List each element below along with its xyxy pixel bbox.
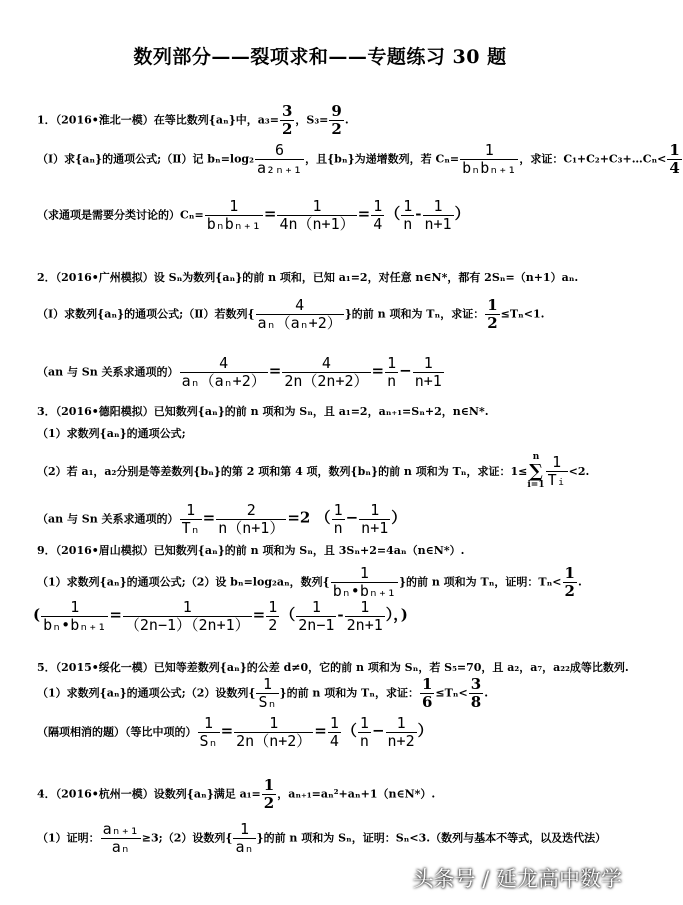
fraction: $\frac{1}{\text{bₙbₙ₊₁}}$ bbox=[462, 141, 517, 177]
fraction: $\frac{1}{4}$ bbox=[669, 141, 680, 177]
page-title: 数列部分——裂项求和——专题练习 30 题 bbox=[133, 46, 507, 68]
fraction: $\frac{1}{\text{bₙbₙ₊₁}}$ bbox=[206, 197, 261, 233]
fraction: $\frac{1}{\text{Tᵢ}}$ bbox=[547, 453, 566, 490]
problem-9-hint: ( $\frac{1}{\text{bₙ•bₙ₊₁}}$ = $\frac{1}{(2n-1)(2n+1)}$ = $\frac{1}{2}$ （ $\frac{1}{2n-1}$ - $\frac{1}{2n+1}$ ），) bbox=[33, 598, 408, 634]
fraction: $\frac{3}{8}$ bbox=[470, 675, 482, 711]
fraction: $\frac{3}{2}$ bbox=[281, 102, 293, 138]
fraction: $\frac{1}{4n(n+1)}$ bbox=[279, 197, 355, 233]
fraction: $\frac{1}{4}$ bbox=[329, 714, 339, 750]
fraction: $\frac{1}{2n+1}$ bbox=[346, 598, 383, 634]
fraction: $\frac{1}{n}$ bbox=[359, 714, 369, 750]
fraction: $\frac{1}{2n-1}$ bbox=[298, 598, 335, 634]
fraction: $\frac{1}{2}$ bbox=[268, 598, 278, 634]
problem-5-statement: 5．（2015•绥化一模）已知等差数列{aₙ}的公差 d≠0，它的前 n 项和为 Sₙ，若 S₅=70，且 a₂，a₇，a₂₂成等比数列. bbox=[37, 661, 629, 674]
problem-3-statement: 3．（2016•德阳模拟）已知数列{aₙ}的前 n 项和为 Sₙ，且 a₁=2，aₙ₊₁=Sₙ+2，n∈N*. bbox=[37, 405, 489, 418]
watermark: 头条号 / 延龙高中数学 bbox=[412, 867, 622, 891]
problem-9-statement: 9．（2016•眉山模拟）已知数列{aₙ}的前 n 项和为 Sₙ，且 3Sₙ+2=4aₙ（n∈N*）. bbox=[37, 544, 465, 557]
fraction: $\frac{1}{n}$ bbox=[333, 501, 343, 537]
problem-1-question: （Ⅰ）求{aₙ}的通项公式;（Ⅱ）记 bₙ=log₂ $\frac{6}{\text{a₂ₙ₊₁}}$ ，且{bₙ}为递增数列，若 Cₙ= $\frac{1}{\text{bₙbₙ₊₁}}$ ，求证：C₁+C₂+C₃+…Cₙ< $\frac{1}{4}$ bbox=[37, 141, 680, 177]
fraction: $\frac{1}{n+1}$ bbox=[361, 501, 389, 537]
fraction: $\frac{1}{n+2}$ bbox=[387, 714, 415, 750]
fraction: $\frac{1}{6}$ bbox=[421, 675, 433, 711]
problem-3-question-1: （1）求数列{aₙ}的通项公式; bbox=[37, 427, 186, 440]
fraction: $\frac{4}{\text{aₙ（aₙ+2）}}$ bbox=[257, 296, 342, 332]
problem-9-question: （1）求数列{aₙ}的通项公式;（2）设 bₙ=log₂aₙ，数列{ $\frac{1}{\text{bₙ•bₙ₊₁}}$ }的前 n 项和为 Tₙ，证明：Tₙ< $\frac{1}{2}$ . bbox=[37, 564, 582, 600]
fraction: $\frac{1}{\text{Sₙ}}$ bbox=[258, 675, 277, 711]
fraction: $\frac{\text{aₙ₊₁}}{\text{aₙ}}$ bbox=[102, 820, 139, 856]
fraction: $\frac{1}{(2n-1)(2n+1)}$ bbox=[124, 598, 250, 634]
problem-2-hint: （an 与 Sn 关系求通项的） $\frac{4}{\text{aₙ（aₙ+2）}}$ = $\frac{4}{2n(2n+2)}$ = $\frac{1}{n}$ − $\frac{1}{n+1}$ bbox=[37, 354, 442, 390]
problem-1-statement: 1．（2016•淮北一模）在等比数列{aₙ}中，a₃= $\frac{3}{2}$ ，S₃= $\frac{9}{2}$ . bbox=[37, 102, 349, 138]
problem-3-question-2: （2）若 a₁，a₂分别是等差数列{bₙ}的第 2 项和第 4 项，数列{bₙ}的前 n 项和为 Tₙ，求证：1≤ n ∑ i=1 $\frac{1}{\text{Tᵢ}}$ <2. bbox=[37, 452, 590, 490]
problem-4-question: （1）证明： $\frac{\text{aₙ₊₁}}{\text{aₙ}}$ ≥3;（2）设数列{ $\frac{1}{\text{aₙ}}$ }的前 n 项和为 Sₙ，证明：Sₙ<3.（数列与基本不等式，以及迭代法） bbox=[37, 820, 607, 856]
fraction: $\frac{1}{\text{bₙ•bₙ₊₁}}$ bbox=[332, 564, 396, 600]
fraction: $\frac{6}{\text{a₂ₙ₊₁}}$ bbox=[256, 141, 303, 177]
fraction: $\frac{1}{2}$ bbox=[564, 564, 575, 600]
problem-3-hint: （an 与 Sn 关系求通项的） $\frac{1}{\text{Tₙ}}$ = $\frac{2}{n(n+1)}$ =2 （ $\frac{1}{n}$ − $\frac{1}{n+1}$ ） bbox=[37, 501, 407, 537]
problem-4-statement: 4．（2016•杭州一模）设数列{aₙ}满足 a₁= $\frac{1}{2}$ ，aₙ₊₁=aₙ²+aₙ+1（n∈N*）. bbox=[37, 776, 436, 812]
summation: n ∑ i=1 bbox=[527, 452, 545, 490]
fraction: $\frac{1}{n}$ bbox=[403, 197, 413, 233]
fraction: $\frac{1}{\text{bₙ•bₙ₊₁}}$ bbox=[43, 598, 107, 634]
fraction: $\frac{1}{n}$ bbox=[387, 354, 397, 390]
fraction: $\frac{1}{2}$ bbox=[263, 776, 275, 812]
fraction: $\frac{1}{\text{Tₙ}}$ bbox=[181, 501, 200, 537]
fraction: $\frac{1}{n+1}$ bbox=[424, 197, 452, 233]
fraction: $\frac{1}{2n(n+2)}$ bbox=[236, 714, 312, 750]
problem-2-question: （Ⅰ）求数列{aₙ}的通项公式;（Ⅱ）若数列{ $\frac{4}{\text{aₙ（aₙ+2）}}$ }的前 n 项和为 Tₙ，求证： $\frac{1}{2}$ ≤Tₙ<1. bbox=[37, 296, 545, 332]
fraction: $\frac{1}{\text{Sₙ}}$ bbox=[199, 714, 218, 750]
fraction: $\frac{9}{2}$ bbox=[331, 102, 342, 138]
fraction: $\frac{1}{n+1}$ bbox=[414, 354, 442, 390]
problem-5-hint: （隔项相消的题）（等比中项的） $\frac{1}{\text{Sₙ}}$ = $\frac{1}{2n(n+2)}$ = $\frac{1}{4}$ （ $\frac{1}{n}$ − $\frac{1}{n+2}$ ） bbox=[37, 714, 433, 750]
problem-5-question: （1）求数列{aₙ}的通项公式;（2）设数列{ $\frac{1}{\text{Sₙ}}$ }的前 n 项和为 Tₙ，求证： $\frac{1}{6}$ ≤Tₙ< $\frac{3}{8}$ . bbox=[37, 675, 489, 711]
fraction: $\frac{4}{\text{aₙ（aₙ+2）}}$ bbox=[181, 354, 266, 390]
fraction: $\frac{1}{\text{aₙ}}$ bbox=[235, 820, 254, 856]
fraction: $\frac{1}{2}$ bbox=[487, 296, 498, 332]
fraction: $\frac{4}{2n(2n+2)}$ bbox=[284, 354, 369, 390]
problem-1-hint: （求通项是需要分类讨论的）Cₙ= $\frac{1}{\text{bₙbₙ₊₁}}$ = $\frac{1}{4n(n+1)}$ = $\frac{1}{4}$ （ $\frac{1}{n}$ - $\frac{1}{n+1}$ ） bbox=[37, 197, 470, 233]
fraction: $\frac{2}{n(n+1)}$ bbox=[218, 501, 285, 537]
problem-2-statement: 2．（2016•广州模拟）设 Sₙ为数列{aₙ}的前 n 项和，已知 a₁=2，对任意 n∈N*，都有 2Sₙ=（n+1）aₙ. bbox=[37, 271, 579, 284]
fraction: $\frac{1}{4}$ bbox=[373, 197, 383, 233]
